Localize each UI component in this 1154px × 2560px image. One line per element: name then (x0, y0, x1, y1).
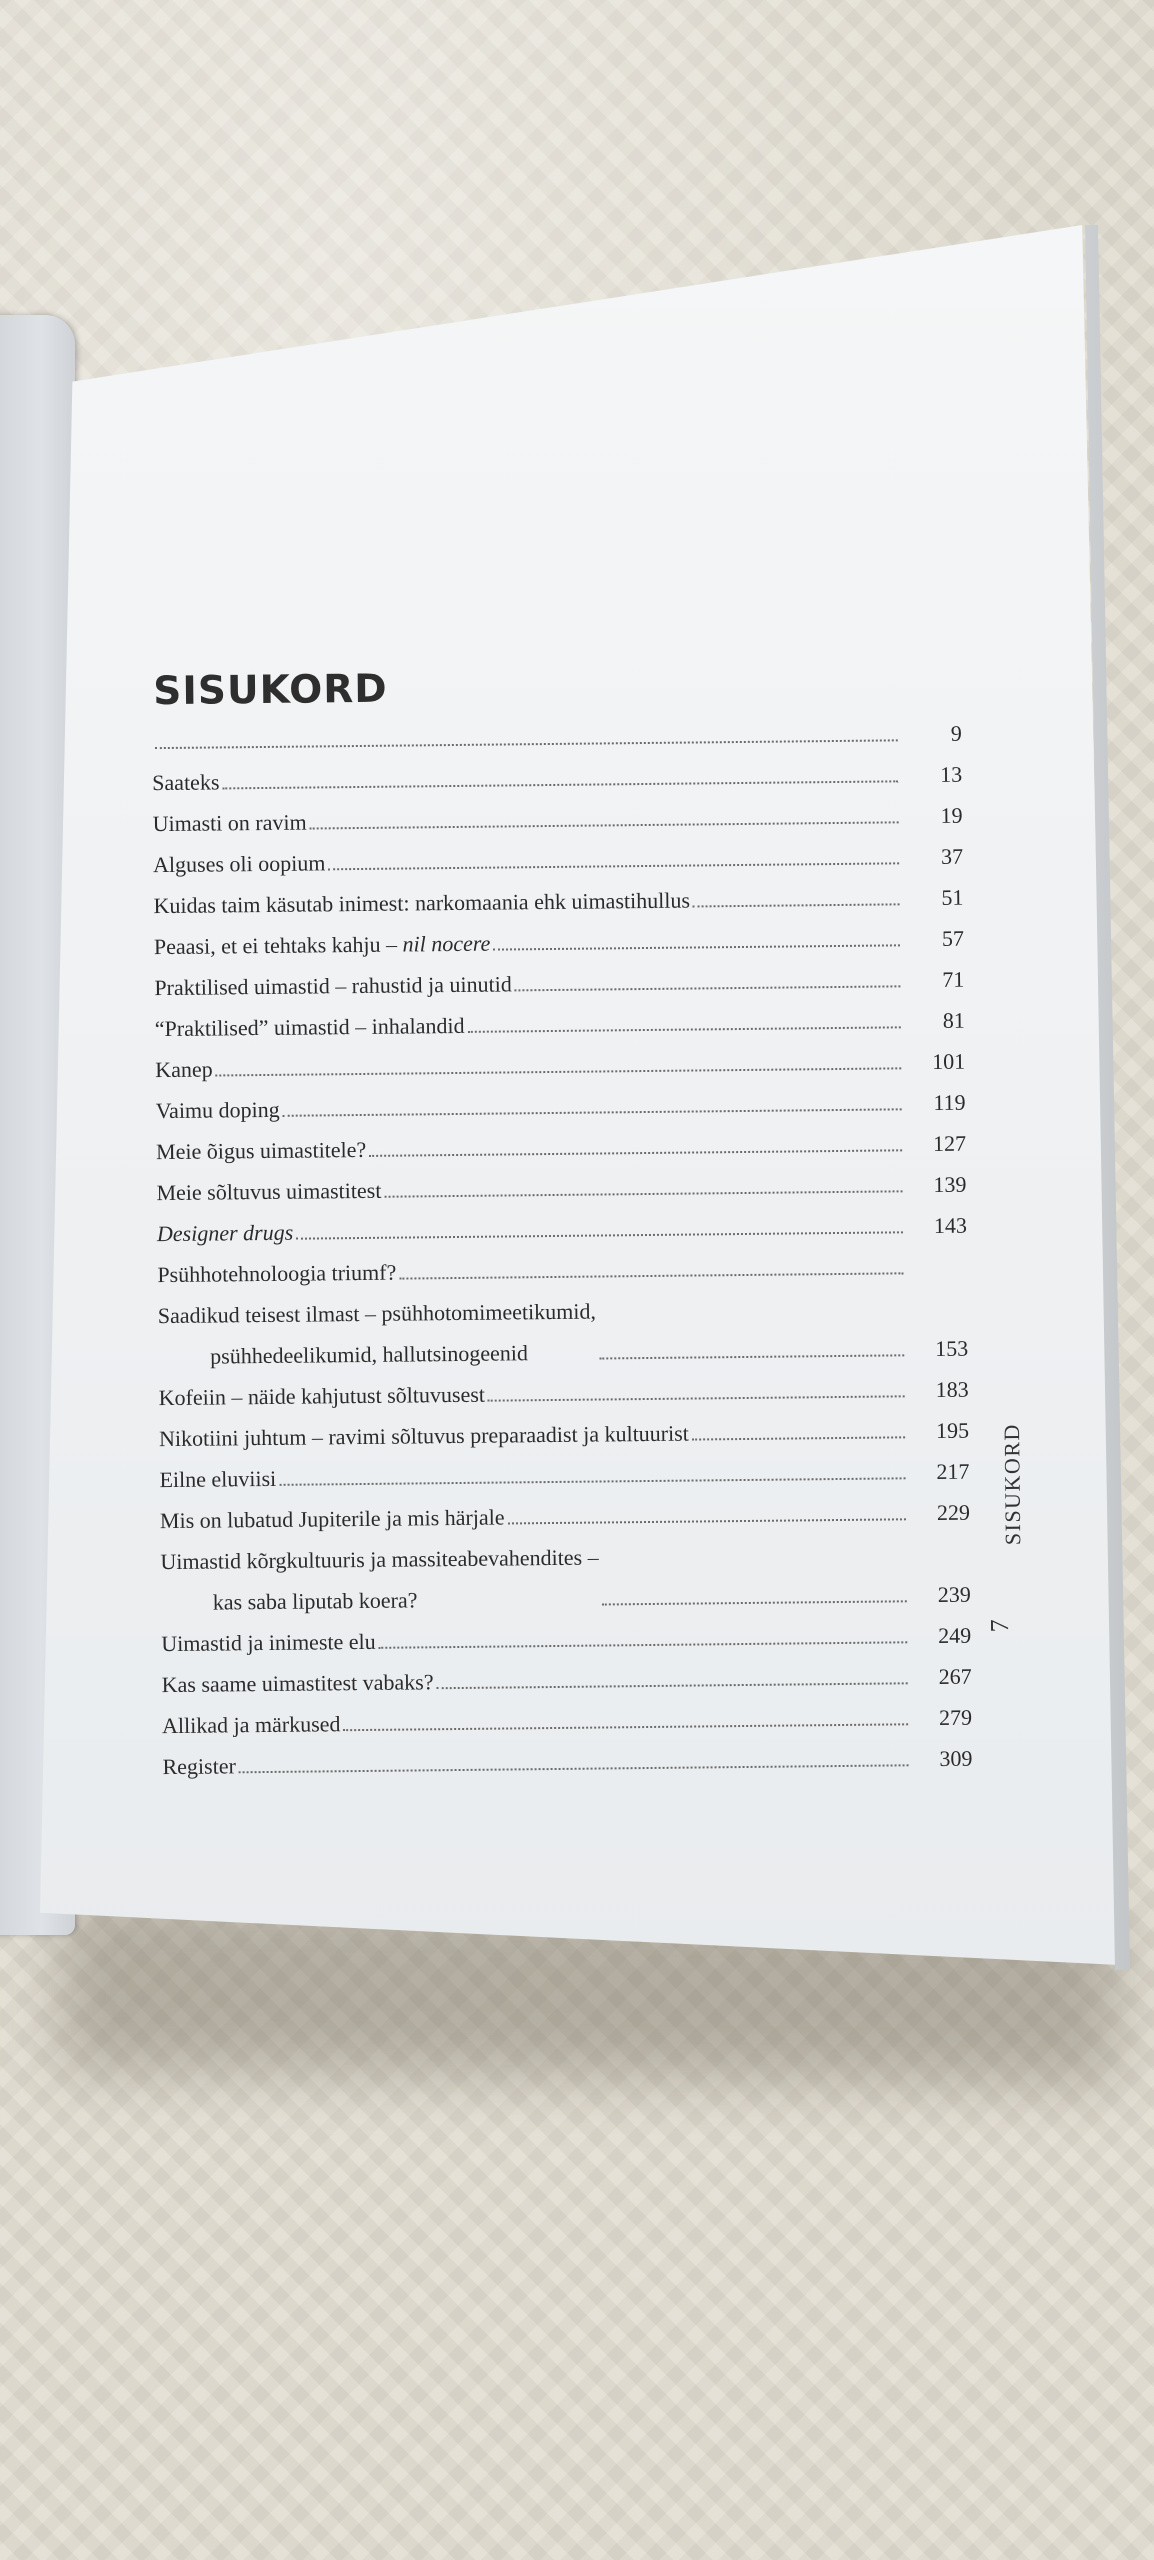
toc-entry-page: 267 (938, 1663, 972, 1689)
toc-entry-page: 143 (933, 1212, 968, 1238)
toc-entry-page: 57 (941, 925, 965, 951)
table-of-contents-page (70, 370, 1026, 1940)
toc-entry-label: Mis on lubatud Jupiterile ja mis härjale (159, 1504, 505, 1534)
toc-entry-label: Nikotiini juhtum – ravimi sõltuvus preparaadist ja kultuurist (158, 1420, 689, 1452)
leader-dots (437, 1682, 908, 1689)
toc-entry-label-line1: Uimastid kõrgkultuuris ja massiteabevahendites – (160, 1544, 599, 1575)
toc-entry-page: 279 (938, 1704, 973, 1730)
leader-dots (296, 1231, 903, 1239)
toc-entry-label: Meie õigus uimastitele? (155, 1136, 367, 1165)
leader-dots (283, 1108, 902, 1116)
toc-entry-page: 229 (936, 1499, 971, 1525)
page-number: 7 (985, 1619, 1015, 1633)
toc-entry-label (160, 1545, 599, 1617)
leader-dots (369, 1149, 902, 1157)
leader-dots (468, 1026, 901, 1033)
toc-entry-label: “Praktilised” uimastid – inhalandid (154, 1012, 465, 1042)
leader-dots (599, 1354, 904, 1359)
toc-entry-label (158, 1299, 597, 1371)
toc-entry-label: Uimasti on ravim (152, 809, 307, 837)
toc-entry-label: Eilne eluviisi (159, 1465, 277, 1493)
toc-entry-label: Vaimu doping (155, 1096, 280, 1124)
toc-entry-page: 309 (939, 1745, 973, 1771)
leader-dots (379, 1641, 908, 1649)
leader-dots (399, 1272, 903, 1279)
toc-entry-label-line2: kas saba liputab koera? (212, 1587, 418, 1615)
running-head: SISUKORD (998, 1423, 1026, 1546)
toc-list (152, 706, 973, 1780)
leader-dots (384, 1190, 902, 1197)
toc-entry-label: Saateks (152, 769, 220, 796)
leader-dots (239, 1764, 909, 1773)
toc-entry-label (154, 931, 491, 961)
toc-entry-page: 101 (932, 1048, 966, 1075)
toc-entry-page: 239 (937, 1581, 971, 1607)
leader-dots (328, 862, 899, 870)
leader-dots (279, 1477, 905, 1486)
toc-entry-page: 81 (942, 1007, 965, 1033)
toc-entry-label-line2: psühhedeelikumid, hallutsinogeenid (210, 1340, 529, 1369)
toc-entry-label: Kas saame uimastitest vabaks? (161, 1669, 434, 1698)
toc-entry-label: Meie sõltuvus uimastitest (156, 1177, 382, 1206)
leader-dots (216, 1067, 902, 1076)
toc-entry-page: 195 (935, 1417, 970, 1443)
toc-entry-label: Praktilised uimastid – rahustid ja uinutid (154, 971, 512, 1001)
leader-dots (493, 944, 900, 950)
page-title: SISUKORD (153, 666, 388, 715)
toc-entry-page: 249 (938, 1622, 972, 1648)
toc-entry-page: 19 (940, 802, 963, 828)
toc-entry-page: 217 (936, 1458, 970, 1484)
leader-dots (692, 1436, 905, 1440)
toc-entry-page: 183 (935, 1376, 969, 1402)
toc-entry (158, 1280, 969, 1370)
toc-entry-label: Designer drugs (156, 1219, 294, 1247)
leader-dots (310, 821, 899, 829)
toc-entry-page: 127 (932, 1130, 967, 1157)
toc-entry (160, 1526, 971, 1616)
toc-entry-label: Psühhotehnoloogia triumf? (157, 1259, 397, 1288)
toc-entry-page: 71 (942, 966, 965, 992)
toc-entry (162, 1731, 972, 1780)
toc-entry-page: 13 (940, 761, 963, 787)
toc-entry-label-line1: Saadikud teisest ilmast – psühhotomimeetikumid, (157, 1298, 597, 1329)
leader-dots (693, 903, 900, 907)
toc-entry-label: Register (162, 1753, 236, 1780)
toc-entry-page: 153 (935, 1335, 969, 1361)
leader-dots (344, 1723, 909, 1731)
leader-dots (488, 1395, 905, 1401)
toc-entry-label: Kuidas taim käsutab inimest: narkomaania ehk uimastihullus (153, 887, 691, 919)
toc-entry-label: Kofeiin – näide kahjutust sõltuvusest (158, 1381, 486, 1411)
toc-entry-page: 119 (933, 1089, 966, 1115)
leader-dots (222, 780, 898, 789)
toc-entry-page: 37 (940, 843, 964, 869)
leader-dots (508, 1518, 906, 1524)
toc-entry-label-text: Peaasi, et ei tehtaks kahju – (153, 931, 398, 960)
toc-entry-label-italic: nil nocere (402, 930, 491, 957)
leader-dots (602, 1600, 907, 1605)
toc-entry-label: Allikad ja märkused (161, 1711, 341, 1739)
toc-entry-page: 139 (933, 1171, 967, 1198)
toc-entry-label: Alguses oli oopium (152, 850, 326, 878)
toc-entry-page: 9 (950, 720, 962, 746)
toc-entry-label: Kanep (155, 1056, 213, 1083)
toc-entry-page: 51 (941, 884, 964, 910)
toc-entry-label: Uimastid ja inimeste elu (161, 1628, 376, 1657)
leader-dots (515, 985, 901, 991)
